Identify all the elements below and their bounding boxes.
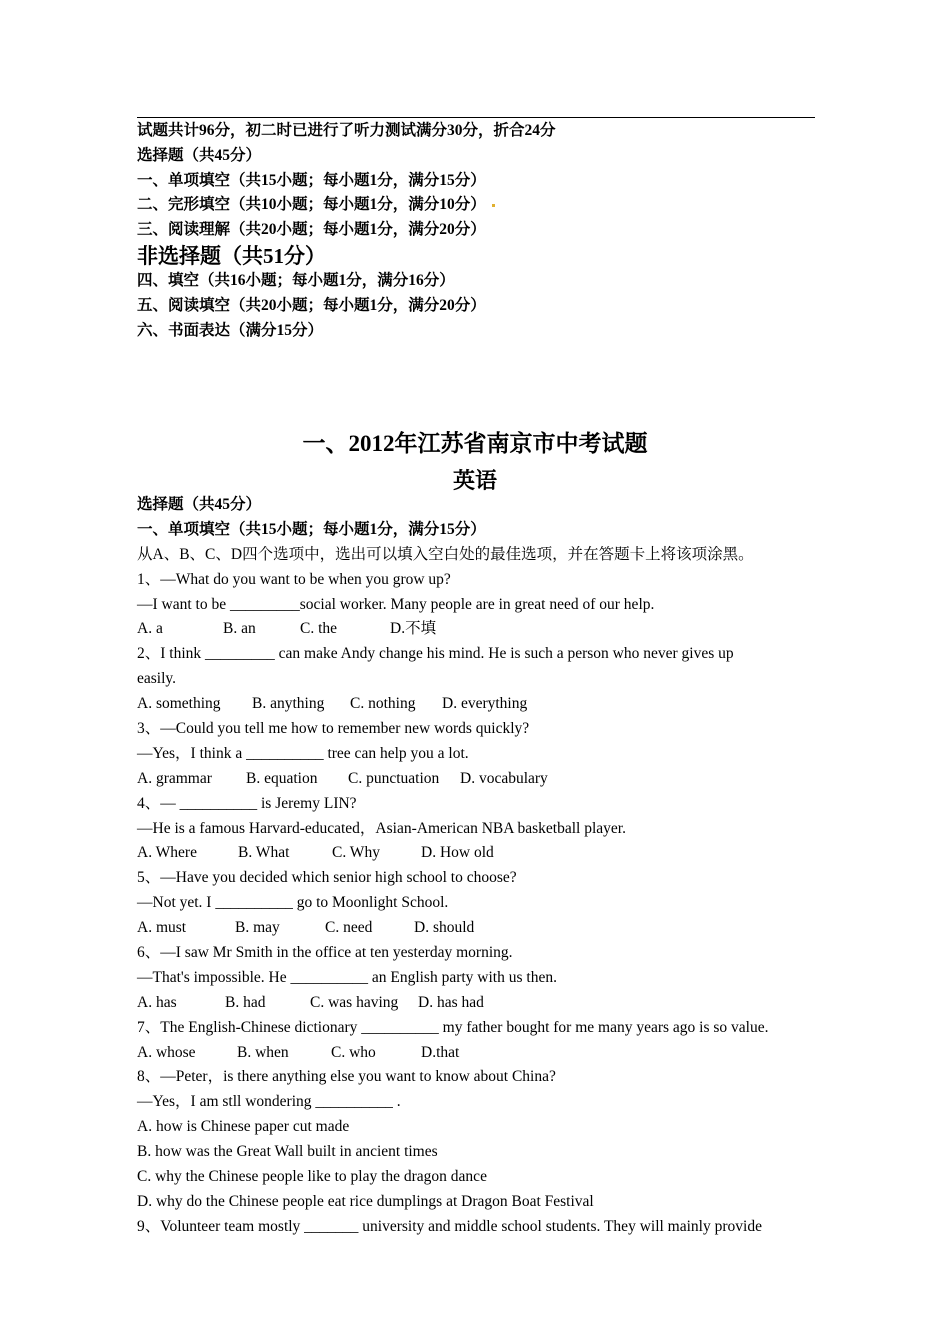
section-heading: 选择题（共45分） [137,496,262,513]
q2-option-a: A. something [137,695,221,713]
q4-option-a: A. Where [137,844,197,862]
q3-option-b: B. equation [246,769,318,787]
q5-options [137,916,827,941]
q6-options [137,991,827,1016]
q5-line2: —Not yet. I __________ go to Moonlight School. [137,894,449,912]
summary-non-choice: 非选择题（共51分） [137,243,326,268]
q2-option-c: C. nothing [350,695,416,713]
q7-option-b: B. when [237,1043,289,1061]
q1-option-d: D.不填 [390,620,437,638]
q4-options [137,841,827,866]
q6-option-c: C. was having [310,993,399,1011]
instruction: 从A、B、C、D四个选项中，选出可以填入空白处的最佳选项，并在答题卡上将该项涂黑。 [137,545,754,563]
part-heading: 一、单项填空（共15小题；每小题1分，满分15分） [137,520,486,538]
q6-option-b: B. had [225,993,266,1011]
exam-content [137,493,827,1240]
q1-line2: —I want to be _________social worker. Many people are in great need of our help. [137,595,655,613]
q6-line2: —That's impossible. He __________ an English party with us then. [137,968,557,986]
q1-option-c: C. the [300,620,338,638]
q6-option-d: D. has had [418,993,484,1011]
q2-line2: easily. [137,670,177,688]
q5-option-a: A. must [137,919,187,937]
q3-option-d: D. vocabulary [460,769,548,787]
q4-line2: —He is a famous Harvard-educated，Asian-American NBA basketball player. [137,819,626,837]
q6-option-a: A. has [137,993,177,1011]
header-rule [137,117,815,118]
summary-choice: 选择题（共45分） [137,146,262,164]
q3-option-c: C. punctuation [348,769,440,787]
q1-stem: 1、—What do you want to be when you grow up? [137,570,451,588]
highlight-dot [492,204,495,207]
q3-options [137,767,827,792]
q8-option-c: C. why the Chinese people like to play the dragon dance [137,1168,487,1186]
q7-stem: 7、The English-Chinese dictionary __________ my father bought for me many years ago is so value. [137,1018,769,1036]
q3-stem: 3、—Could you tell me how to remember new words quickly? [137,720,530,738]
q2-options [137,692,827,717]
q8-line2: —Yes，I am stll wondering __________ . [137,1093,401,1111]
summary-part5: 五、阅读填空（共20小题；每小题1分，满分20分） [137,296,486,314]
q8-option-b: B. how was the Great Wall built in ancient times [137,1143,438,1161]
summary-part4: 四、填空（共16小题；每小题1分，满分16分） [137,271,455,289]
q4-stem: 4、— __________ is Jeremy LIN? [137,794,357,812]
summary-part2-row [137,193,827,218]
summary-total: 试题共计96分，初二时已进行了听力测试满分30分，折合24分 [137,122,556,139]
q8-option-a: A. how is Chinese paper cut made [137,1118,350,1136]
exam-subject: 英语 [452,468,497,493]
q8-option-d: D. why do the Chinese people eat rice dumplings at Dragon Boat Festival [137,1192,594,1210]
q7-option-c: C. who [331,1043,376,1061]
q5-option-d: D. should [414,919,475,937]
summary-part1: 一、单项填空（共15小题；每小题1分，满分15分） [137,171,486,189]
summary-part2: 二、完形填空（共10小题；每小题1分，满分10分） [137,196,486,214]
q4-option-c: C. Why [332,844,380,862]
q9-stem: 9、Volunteer team mostly _______ university and middle school students. They will mainly provide [137,1217,762,1235]
exam-title: 一、2012年江苏省南京市中考试题 [302,431,648,456]
q7-option-d: D.that [421,1043,460,1061]
q6-stem: 6、—I saw Mr Smith in the office at ten yesterday morning. [137,944,513,962]
q7-options [137,1041,827,1066]
q2-option-d: D. everything [442,695,528,713]
q1-option-a: A. a [137,620,163,638]
q5-option-b: B. may [235,919,280,937]
q7-option-a: A. whose [137,1043,196,1061]
q4-option-d: D. How old [421,844,494,862]
q3-line2: —Yes，I think a __________ tree can help you a lot. [137,744,469,762]
q5-stem: 5、—Have you decided which senior high school to choose? [137,869,517,887]
q1-option-b: B. an [223,620,256,638]
q5-option-c: C. need [325,919,373,937]
q3-option-a: A. grammar [137,769,212,787]
score-summary [137,119,827,343]
q1-options [137,617,827,642]
q4-option-b: B. What [238,844,290,862]
summary-part6: 六、书面表达（满分15分） [137,321,324,339]
q8-stem: 8、—Peter，is there anything else you want to know about China? [137,1068,556,1086]
summary-part3: 三、阅读理解（共20小题；每小题1分，满分20分） [137,221,486,239]
q2-stem: 2、I think _________ can make Andy change his mind. He is such a person who never gives up [137,645,734,663]
q2-option-b: B. anything [252,695,325,713]
